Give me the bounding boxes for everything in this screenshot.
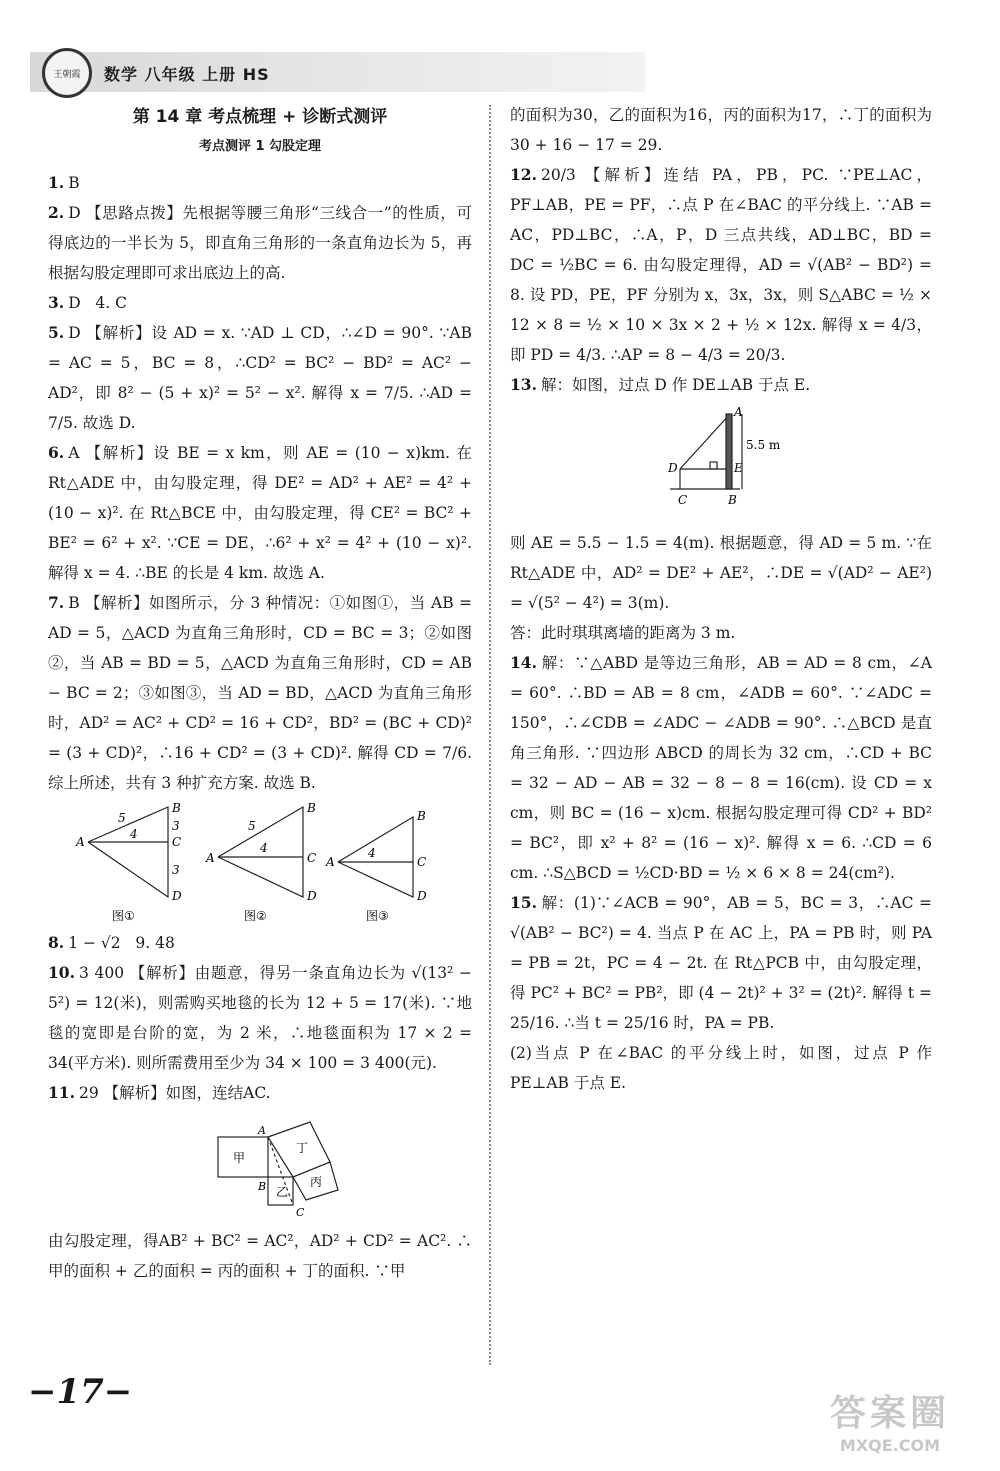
figure-11 [48,1112,472,1222]
fig7-caption-2: 图② [244,909,267,923]
answer-number: 14. [510,653,537,672]
answer-text: 20/3 【解析】连结 PA，PB，PC. ∵PE⊥AC，PF⊥AB，PE = PF，∴点 P 在∠BAC 的平分线上. ∵AB = AC，PD⊥BC，∴A，P，D 三点共线，AD⊥BC，BD = DC = ½BC = 6. 由勾股定理得，AD = √(AB² − BD²) = 8. 设 PD，PE，PF 分别为 x，3x，3x，则 S△ABC = ½ × 12 × 8 = ½ × 10 × 3x × 2 + ½ × 12x. 解得 x = 4/3，即 PD = 4/3. ∴AP = 8 − 4/3 = 20/3. [510,166,937,364]
answer-number: 2. [48,203,65,222]
fig7-caption-3: 图③ [366,909,389,923]
answer-item [48,198,472,288]
figure-13 [510,404,932,524]
answer-item [48,288,472,318]
answer-number: 3. [48,293,65,312]
fig13-point-d: D [668,461,678,475]
fig7-label-d3: D [417,889,427,903]
answer-number: 8. [48,933,65,952]
fig11-label-bing: 丙 [310,1175,323,1189]
fig7-label-d1: D [172,889,182,903]
fig7-label-b1: B [172,802,181,815]
fig13-point-a: A [734,405,743,419]
answer-text: 1 − √2 9. 48 [68,934,175,952]
answer-text: 解：如图，过点 D 作 DE⊥AB 于点 E. [540,376,811,394]
fig7-label-a3: A [326,855,335,869]
fig11-point-c: C [296,1206,305,1219]
answer-number: 6. [48,443,65,462]
answer-11-continued: 由勾股定理，得AB² + BC² = AC²，AD² + CD² = AC². ∴甲的面积 + 乙的面积 = 丙的面积 + 丁的面积. ∵甲 [48,1232,472,1280]
fig7-label-a1: A [76,835,85,849]
answer-text: 29 【解析】如图，连结AC. [78,1084,271,1102]
fig7-side3a-1: 3 [172,819,180,833]
subject-label: 数学 八年级 上册 HS [104,65,270,84]
watermark-text: 答案圈 [829,1393,950,1434]
answer-item [48,928,472,958]
answer-list-left-2 [48,928,477,1108]
chapter-title: 第 14 章 考点梳理 + 诊断式测评 [132,107,388,127]
answer-text: 解：∵△ABD 是等边三角形，AB = AD = 8 cm，∠A = 60°. ∴BD = AB = 8 cm，∠ADB = 60°. ∵∠ADC = 150°，∴∠CDB = ∠ADC − ∠ADB = 90°. ∴△BCD 是直角三角形. ∵四边形 ABCD 的周长为 32 cm，∴CD + BC = 32 − AD − AB = 32 − 8 − 8 = 16(cm). 设 CD = x cm，则 BC = (16 − x)cm. 根据勾股定理可得 CD² + BD² = BC²，即 x² + 8² = (16 − x)². 解得 x = 6. ∴CD = 6 cm. ∴S△BCD = ½CD·BD = ½ × 6 × 8 = 24(cm²). [510,654,937,882]
answer-text: B [68,174,80,192]
answer-list-left [48,168,477,798]
fig7-label-c1: C [172,835,182,849]
fig11-point-a: A [258,1124,266,1137]
fig11-label-jia: 甲 [233,1151,246,1165]
answer-item [510,160,937,370]
answer-number: 5. [48,323,65,342]
figure-7 [48,802,472,924]
answer-item [48,958,477,1078]
answer-number: 10. [48,963,75,982]
logo-text: 王朝霞 [53,69,81,80]
watermark [800,1385,980,1455]
right-column [510,100,937,1098]
publisher-logo [42,48,92,98]
answer-item [48,168,472,198]
fig11-label-ding: 丁 [296,1141,309,1155]
fig13-height: 5.5 m [746,438,781,452]
answer-list-right-3 [510,648,937,1098]
watermark-url: MXQE.COM [839,1436,941,1455]
answer-text: D 4. C [68,294,127,312]
fig7-side5-1: 5 [118,811,126,825]
answer-number: 15. [510,893,537,912]
answer-item [48,318,477,438]
answer-item [510,370,932,400]
answer-13-continued: 则 AE = 5.5 − 1.5 = 4(m). 根据题意，得 AD = 5 m. ∵在 Rt△ADE 中，AD² = DE² + AE²，∴DE = √(AD² − AE²) = √(5² − 4²) = 3(m). 答：此时琪琪离墙的距离为 3 m. [510,534,932,642]
page-number: −17− [28,1372,133,1412]
answer-item [48,438,477,588]
answer-text: A 【解析】设 BE = x km，则 AE = (10 − x)km. 在 Rt△ADE 中，由勾股定理，得 DE² = AD² + AE² = 4² + (10 − x)². 在 Rt△BCE 中，由勾股定理，得 CE² = BC² + BE² = 6² + x². ∵CE = DE，∴6² + x² = 4² + (10 − x)². 解得 x = 4. ∴BE 的长是 4 km. 故选 A. [48,444,477,582]
fig11-point-b: B [258,1180,267,1193]
column-divider [489,105,491,1365]
answer-text: 解：(1)∵∠ACB = 90°，AB = 5，BC = 3，∴AC = √(AB² − BC²) = 4. 当点 P 在 AC 上，PA = PB 时，则 PA = PB = 2t，PC = 4 − 2t. 在 Rt△PCB 中，由勾股定理，得 PC² + BC² = PB²，即 (4 − 2t)² + 3² = (2t)². 解得 t = 25/16. ∴当 t = 25/16 时，PA = PB. (2)当点 P 在∠BAC 的平分线上时，如图，过点 P 作 PE⊥AB 于点 E. [510,894,932,1092]
fig7-side4-3: 4 [368,846,376,860]
fig7-label-c2: C [307,851,317,865]
fig7-caption-1: 图① [112,909,135,923]
fig7-label-c3: C [417,855,427,869]
fig7-side3b-1: 3 [172,863,180,877]
answer-number: 1. [48,173,65,192]
fig13-point-c: C [678,493,688,507]
left-column [48,100,477,1286]
fig7-side5-2: 5 [248,819,256,833]
section-title: 考点测评 1 勾股定理 [198,139,322,154]
fig7-label-a2: A [206,851,215,865]
fig7-side4-1: 4 [130,827,138,841]
answer-item [48,588,477,798]
fig11-label-yi: 乙 [276,1185,289,1199]
answer-list-right [510,160,937,400]
fig7-label-d2: D [307,889,317,903]
fig13-ladder [680,414,730,469]
answer-number: 13. [510,375,537,394]
answer-number: 7. [48,593,65,612]
fig7-label-b3: B [417,809,426,823]
answer-11-tail: 的面积为30，乙的面积为16，丙的面积为17，∴丁的面积为30 + 16 − 17 = 29. [510,106,932,154]
answer-item [510,888,932,1098]
answer-text: B 【解析】如图所示，分 3 种情况：①如图①，当 AB = AD = 5，△ACD 为直角三角形时，CD = BC = 3；②如图②，当 AB = BD = 5，△ACD 为直角三角形时，CD = AB − BC = 2；③如图③，当 AD = BD，△ACD 为直角三角形时，AD² = AC² + CD² = 16 + CD²，BD² = (BC + CD)² = (3 + CD)²，∴16 + CD² = (3 + CD)². 解得 CD = 7/6. 综上所述，共有 3 种扩充方案. 故选 B. [48,594,477,792]
fig7-tri1 [88,807,168,897]
fig13-wall [726,414,732,489]
answer-number: 12. [510,165,537,184]
fig13-point-b: B [728,493,737,507]
answer-number: 11. [48,1083,75,1102]
fig13-point-e: E [734,461,743,475]
answer-item [510,648,937,888]
answer-text: D 【思路点拨】先根据等腰三角形“三线合一”的性质，可得底边的一半长为 5，即直角三角形的一条直角边长为 5，再根据勾股定理即可求出底边上的高. [48,204,472,282]
answer-text: D 【解析】设 AD = x. ∵AD ⊥ CD，∴∠D = 90°. ∵AB = AC = 5，BC = 8，∴CD² = BC² − BD² = AC² − AD²，即 8² − (5 + x)² = 5² − x². 解得 x = 7/5. ∴AD = 7/5. 故选 D. [48,324,477,432]
answer-text: 3 400 【解析】由题意，得另一条直角边长为 √(13² − 5²) = 12(米)，则需购买地毯的长为 12 + 5 = 17(米). ∵地毯的宽即是台阶的宽，为 2 米，∴地毯面积为 17 × 2 = 34(平方米). 则所需费用至少为 34 × 100 = 3 400(元). [48,964,477,1072]
fig7-label-b2: B [307,802,316,815]
answer-item [48,1078,472,1108]
fig7-side4-2: 4 [260,841,268,855]
